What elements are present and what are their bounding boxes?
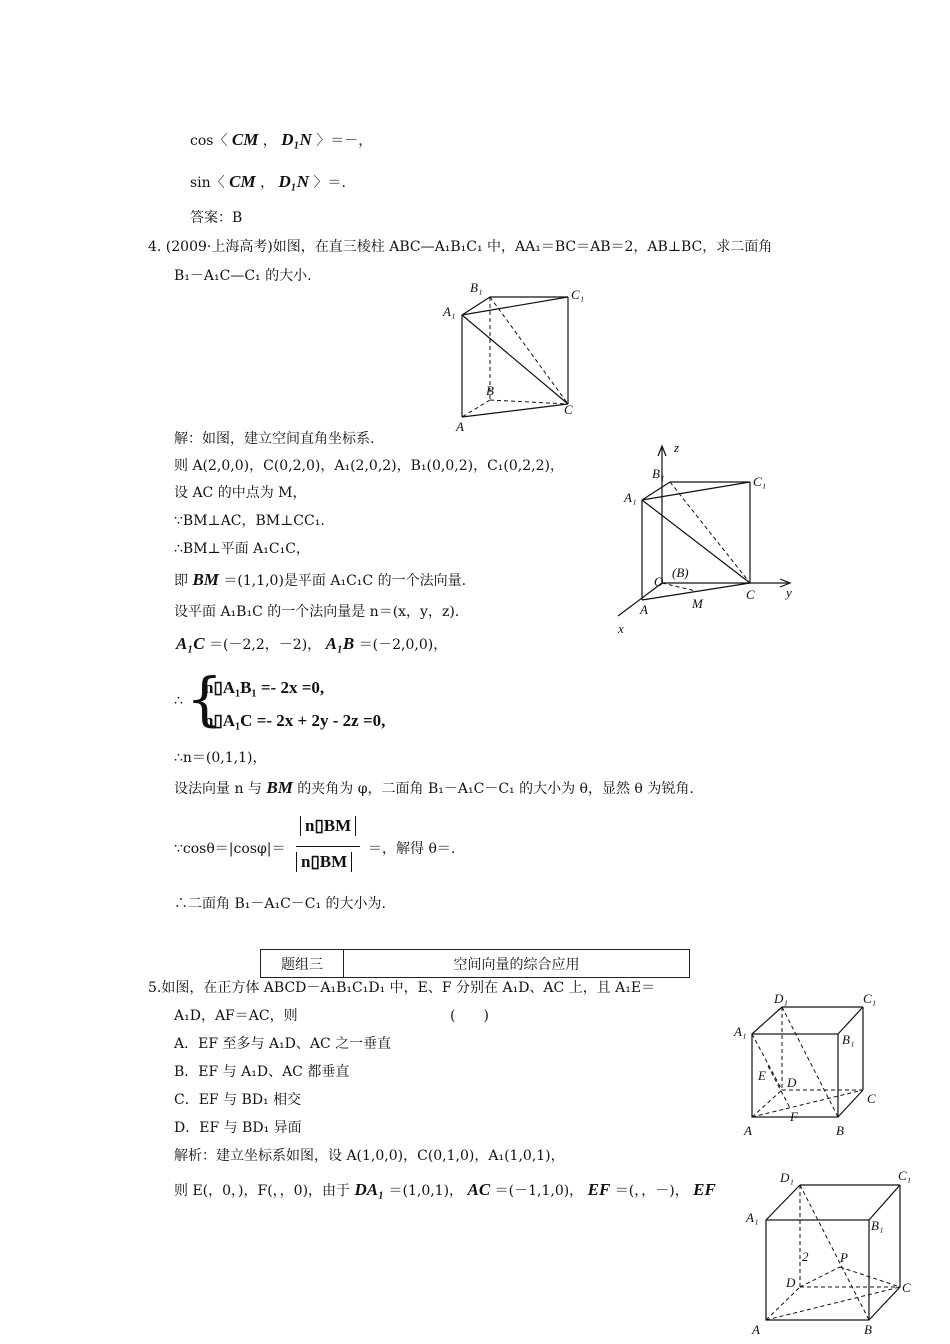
label-b1: B₁ [470,280,483,295]
vector-a1c: A₁C [176,634,205,653]
edge-a1c1 [642,482,750,500]
sol4-l7: 设平面 A₁B₁C 的一个法向量是 n＝(x，y，z). [174,604,460,620]
label-x: x [618,621,624,636]
edge-ad-hidden [766,1287,800,1320]
system-prefix: ∴ [174,693,183,709]
l10-post: 的夹角为 φ，二面角 B₁－A₁C－C₁ 的大小为 θ，显然 θ 为锐角. [297,781,694,797]
sol4-l5: ∴BM⊥平面 A₁C₁C， [174,541,310,557]
l10-pre: 设法向量 n 与 [174,781,262,797]
edge-b1c1 [838,1007,863,1034]
label-c1: C₁ [898,1168,912,1183]
vector-ac: AC [467,1180,491,1199]
vector-a1b: A₁B [325,634,355,653]
diag-b1c-hidden [490,297,568,404]
sol4-l1: 解：如图，建立空间直角坐标系. [174,431,375,447]
label-c1: C₁ [571,287,585,302]
comma: ， [262,133,277,149]
cos-suffix: 〉＝－， [316,133,373,149]
sol2-pre: 则 E(，0，)，F(，，0)，由于 [174,1183,351,1199]
q4-line1: 4. (2009·上海高考)如图，在直三棱柱 ABC—A₁B₁C₁ 中，AA₁＝BC＝AB＝2，AB⊥BC，求二面角 [148,239,773,255]
label-b: B [486,383,494,398]
q5-answer-paren: ( ) [450,1008,489,1024]
label-c: C [902,1280,911,1295]
q5-cube-figure-2 [740,1162,920,1342]
vector-ef: EF [587,1180,611,1199]
vector-bm: BM [192,570,219,589]
cos-theta-suffix: ＝，解得 θ＝. [368,841,456,857]
sin-line [190,172,346,192]
label-d: D [787,1075,797,1090]
q4-coordinate-figure [610,438,810,638]
q5-option-c: C．EF 与 BD₁ 相交 [174,1092,302,1108]
label-a1: A₁ [734,1024,747,1039]
q5-option-b: B．EF 与 A₁D、AC 都垂直 [174,1064,350,1080]
q5-cube-figure-1 [730,990,890,1145]
q4-prism-figure [438,280,598,435]
vector-cm: CM [229,172,256,191]
diag-bd1-hidden [800,1185,869,1320]
diag-a1d-hidden [752,1034,782,1090]
q5-line1: 5.如图，在正方体 ABCD－A₁B₁C₁D₁ 中，E、F 分别在 A₁D、AC 上，且 A₁E＝ [148,980,656,996]
diag-ac-hidden [752,1090,863,1117]
sol4-l8 [176,634,447,654]
cos-line [190,130,372,150]
group-title: 空间向量的综合应用 [344,950,690,978]
sol2-p3: ＝(，，－)， [614,1183,689,1199]
segment-bm-hidden [662,583,696,591]
label-c: C [867,1091,876,1106]
sol4-l3: 设 AC 的中点为 M， [174,485,307,501]
label-c1: C₁ [863,991,877,1006]
fraction-bar [296,846,360,847]
vector-ef: EF [693,1180,716,1199]
comma: ， [260,175,275,191]
answer-line: 答案：B [190,210,243,226]
label-c: C [564,402,573,417]
label-e: E [758,1068,766,1083]
cos-theta-prefix: ∵cosθ＝|cosφ|＝ [174,841,286,857]
diag-bd1-hidden [782,1007,838,1117]
label-f: F [790,1109,798,1124]
cos-prefix: cos〈 [190,133,228,149]
sol4-l10 [174,778,694,798]
label-b-paren: (B) [672,565,689,580]
label-c1: C₁ [753,474,767,489]
fraction-numerator: n▯BM [300,816,356,836]
system-row1: n▯A₁B₁ =- 2x =0, [204,678,325,697]
sol2-p2: ＝(－1,1,0)， [494,1183,584,1199]
q5-sol-line2 [174,1180,716,1200]
vector-da1: DA₁ [354,1180,385,1199]
label-b1: B₁ [652,466,665,481]
label-p: P [840,1250,848,1265]
q5-option-d: D．EF 与 BD₁ 异面 [174,1120,302,1136]
diag-ac-hidden [766,1287,900,1320]
label-z: z [674,440,680,455]
label-o: O [654,574,664,589]
label-a: A [640,602,648,617]
edge-bc [838,1090,863,1117]
label-y: y [786,585,792,600]
vector-cm: CM [231,130,259,149]
edge-a1d1 [766,1185,800,1220]
edge-ac [462,404,568,417]
label-d1: D₁ [774,991,788,1006]
edge-a1c1 [462,297,568,315]
sol2-p1: ＝(1,0,1)， [388,1183,464,1199]
label-a: A [744,1123,752,1138]
edge-bc [869,1287,900,1320]
fraction-denominator: n▯BM [296,852,352,872]
vector-bm: BM [266,778,293,797]
label-b: B [864,1322,872,1337]
sol4-l9: ∴n＝(0,1,1)， [174,750,267,766]
vector-d1n: D₁N [281,130,312,149]
diag-a1c [462,315,568,404]
segment-pc-hidden [840,1267,900,1287]
label-c: C [746,587,755,602]
label-b1: B₁ [871,1218,884,1233]
label-a1: A₁ [443,304,456,319]
label-a: A [456,419,464,434]
edge-bc-hidden [490,400,568,404]
group-label-table [260,949,690,978]
q4-line2: B₁－A₁C—C₁ 的大小. [174,268,312,284]
segment-dp-hidden [800,1267,840,1287]
group-label: 题组三 [261,950,344,978]
sol4-l4: ∵BM⊥AC，BM⊥CC₁. [174,513,325,529]
diag-a1c [642,500,750,583]
l8-p1: ＝(－2,2，－2)， [209,637,322,653]
system-brace: { [186,665,223,733]
l6-post: ＝(1,1,0)是平面 A₁C₁C 的一个法向量. [223,573,467,589]
sol4-l12: ∴二面角 B₁－A₁C－C₁ 的大小为. [174,896,387,912]
sin-prefix: sin〈 [190,175,225,191]
label-d1: D₁ [780,1170,794,1185]
sol4-l6 [174,570,466,590]
q5-sol-line1: 解析：建立坐标系如图，设 A(1,0,0)，C(0,1,0)，A₁(1,0,1)， [174,1148,565,1164]
sin-suffix: 〉＝. [313,175,346,191]
label-a: A [752,1322,760,1337]
sol4-l2: 则 A(2,0,0)，C(0,2,0)，A₁(2,0,2)，B₁(0,0,2)，C₁(0,2,2)， [174,458,564,474]
label-a1: A₁ [624,490,637,505]
label-b: B [836,1123,844,1138]
vector-d1n: D₁N [278,172,309,191]
q5-option-a: A．EF 至多与 A₁D、AC 之一垂直 [174,1036,392,1052]
edge-b1c1 [869,1185,900,1220]
q5-line2: A₁D，AF＝AC，则 [174,1008,298,1024]
label-a1: A₁ [746,1210,759,1225]
l8-p2: ＝(－2,0,0)， [358,637,448,653]
system-row2: n▯A₁C =- 2x + 2y - 2z =0, [204,711,386,730]
label-m: M [692,596,703,611]
label-two: 2 [802,1249,809,1264]
label-b1: B₁ [842,1032,855,1047]
label-d: D [786,1275,796,1290]
edge-a1d1 [752,1007,782,1034]
l6-pre: 即 [174,573,188,589]
